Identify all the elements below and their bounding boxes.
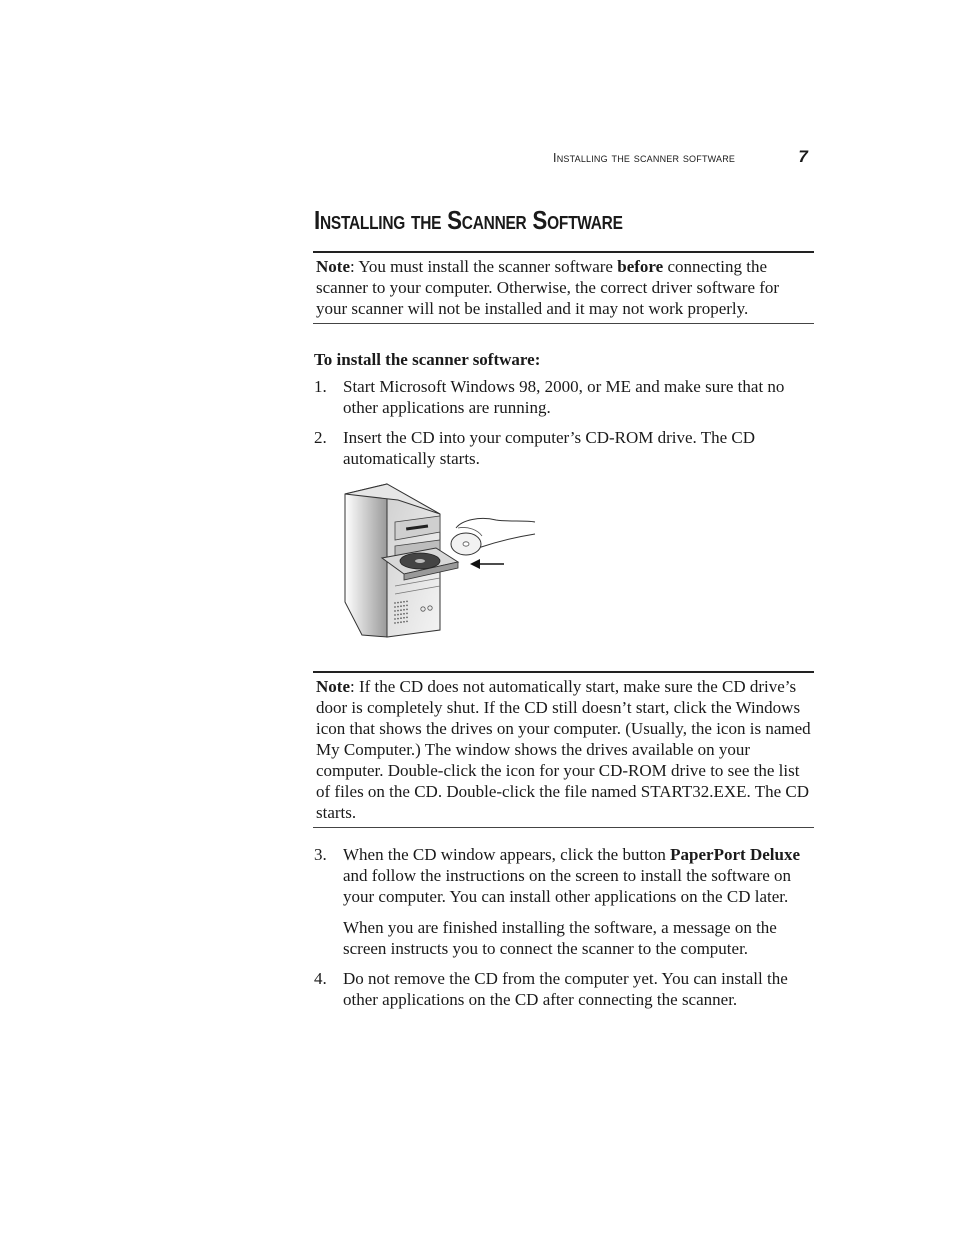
note-emphasis: before [617,257,664,276]
running-head-title: Installing the scanner software [553,151,736,165]
insert-arrow-icon [470,559,504,569]
step-2 [314,427,814,469]
step-3 [314,844,814,907]
paperport-deluxe-button-name: PaperPort Deluxe [670,845,800,864]
section-title: Installing the Scanner Software [314,205,623,235]
note-label: Note [316,677,350,696]
procedure-heading: To install the scanner software: [314,350,541,369]
note-box-cd-troubleshooting [313,671,814,828]
step-1 [314,376,814,418]
step-number: 1. [314,377,327,396]
step-text: Do not remove the CD from the computer yet. You can install the other applications on the CD after connecting the scanner. [343,969,788,1009]
note-text-start: : You must install the scanner software [349,257,618,276]
step-number: 2. [314,428,327,447]
step-number: 3. [314,845,327,864]
step-text-end: and follow the instructions on the screen to install the software on your computer. You can install other applications on the CD later. [343,866,792,906]
note-box-before-install [313,251,814,324]
step-text-start: When the CD window appears, click the button [343,845,671,864]
computer-cd-illustration [340,482,540,642]
step-3-followup: When you are finished installing the software, a message on the screen instructs you to connect the scanner to the computer. [343,918,777,958]
step-text: Insert the CD into your computer’s CD-ROM drive. The CD automatically starts. [343,428,756,468]
step-4 [314,968,814,1010]
computer-tower-cd-insert-icon [340,482,540,642]
note-text-end: connecting the scanner to your computer. Otherwise, the correct driver software for your scanner will not be installed and it may not work properly. [316,257,780,318]
note-text: : If the CD does not automatically start, make sure the CD drive’s door is completely shut. If the CD still doesn’t start, click the Windows icon that shows the drives on your computer. (Usually, the icon is named My Computer.) The window shows the drives available on your computer. Double-click the icon for your CD-ROM drive to see the list of files on the CD. Double-click the file named START32.EXE. The CD starts. [316,677,811,822]
step-number: 4. [314,969,327,988]
running-head [553,148,810,168]
step-text: Start Microsoft Windows 98, 2000, or ME and make sure that no other applications are running. [343,377,785,417]
step-text [343,844,813,907]
note-label: Note [316,257,350,276]
page-number: 7 [798,147,808,166]
